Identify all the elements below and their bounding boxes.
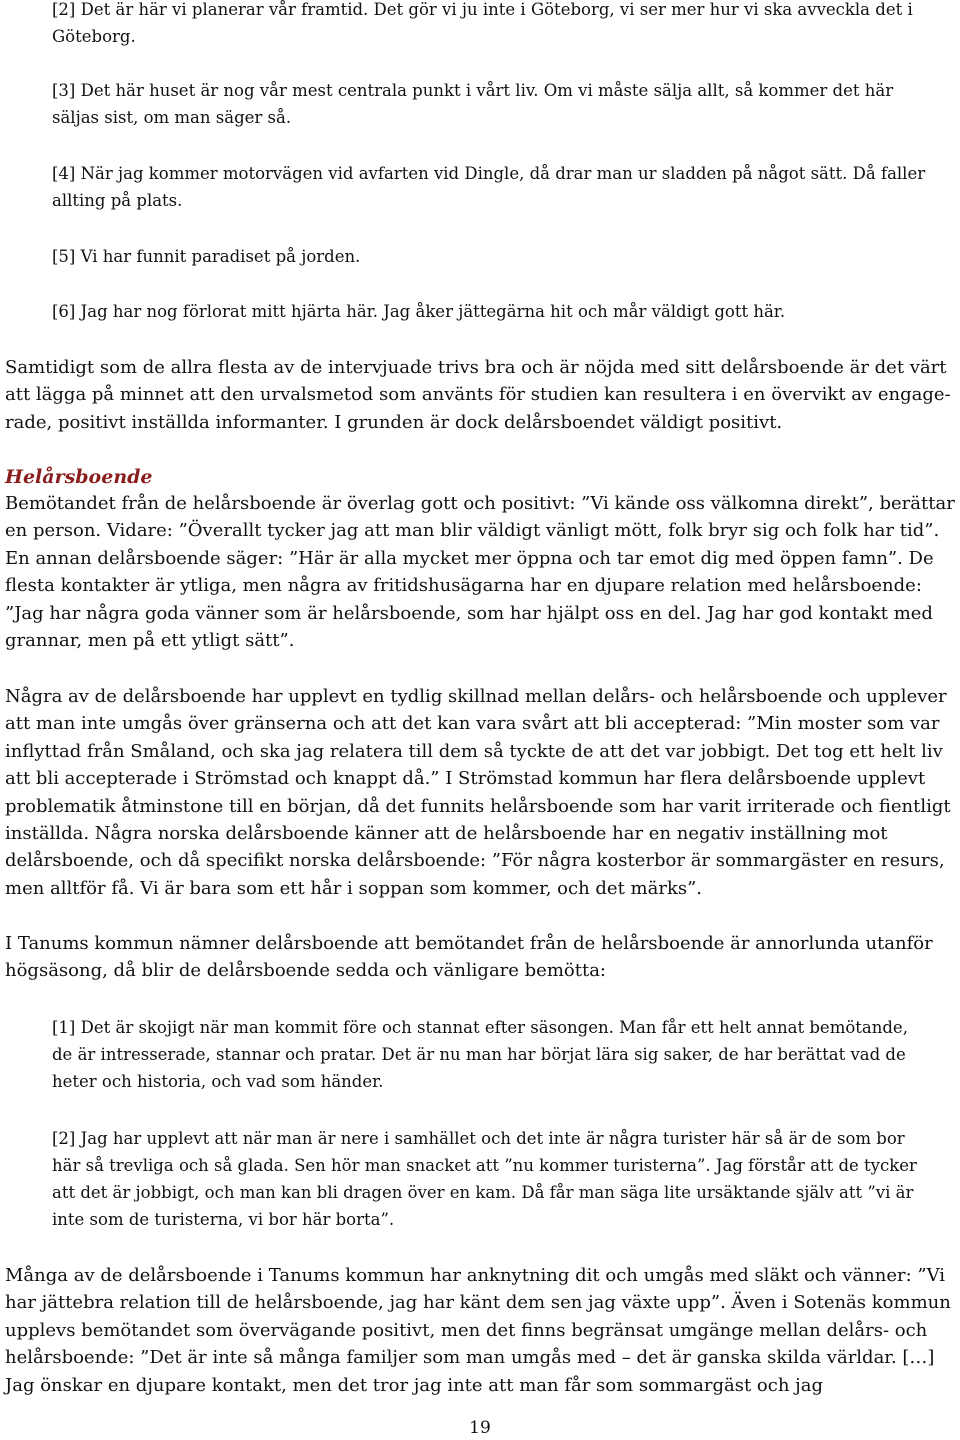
quote-bottom-1: [1] Det är skojigt när man kommit före och stannat efter säsongen. Man får ett helt annat bemötande, de är intresserade, stannar och pratar. Det är nu man har börjat lära sig saker, de har berättat vad de heter och historia, och vad som händer. [52, 1018, 908, 1091]
page-number: 19 [469, 1418, 491, 1438]
section-heading: Helårsboende [5, 466, 153, 488]
quote-top-2: [2] Det är här vi planerar vår framtid. Det gör vi ju inte i Göteborg, vi ser mer hur vi ska avveckla det i Göteborg. [52, 0, 913, 46]
paragraph-tanum: I Tanums kommun nämner delårsboende att bemötandet från de helårsboende är annorlunda utanför högsäsong, då blir de delårsboende sedda och vänligare bemötta: [5, 933, 933, 982]
paragraph-relations: Många av de delårsboende i Tanums kommun har anknytning dit och umgås med släkt och vänner: ”Vi har jättebra relation till de helårsboende, jag har känt dem sen jag växte upp”. Även i Sotenäs kommun upplevs bemötandet som övervägande positivt, men det finns begränsat umgänge mellan delårs- och helårsboende: ”Det är inte så många familjer som man umgås med – det är ganska skilda världar. […] Jag önskar en djupare kontakt, men det tror jag inte att man får som sommargäst och jag [5, 1265, 951, 1396]
quote-top-3: [3] Det här huset är nog vår mest centrala punkt i vårt liv. Om vi måste sälja allt, så kommer det här säljas sist, om man säger så. [52, 81, 894, 127]
paragraph-differences: Några av de delårsboende har upplevt en tydlig skillnad mellan delårs- och helårsboende och upplever att man inte umgås över gränserna och att det kan vara svårt att bli accepterad: ”Min moster som var inflyttad från Småland, och ska jag relatera till dem så tyckte de att det var jobbigt. Det tog ett helt liv att bli accepterade i Strömstad och knappt då.” I Strömstad kommun har flera delårsboende upplevt problematik åtminstone till en början, då det funnits helårsboende som har varit irriterade och fientligt inställda. Några norska delårsboende känner att de helårsboende har en negativ inställning mot delårsboende, och då specifikt norska delårsboende: ”För några kosterbor är sommargäster en resurs, men alltför få. Vi är bara som ett hår i soppan som kommer, och det märks”. [5, 686, 951, 899]
paragraph-reception: Bemötandet från de helårsboende är överlag gott och positivt: ”Vi kände oss välkomna direkt”, berättar en person. Vidare: ”Överallt tycker jag att man blir väldigt vänligt mött, folk bryr sig och folk har tid”. En annan delårsboende säger: ”Här är alla mycket mer öppna och tar emot dig med öppen famn”. De flesta kontakter är ytliga, men några av fritidshusägarna har en djupare relation med helårsboende: ”Jag har några goda vänner som är helårsboende, som har hjälpt oss en del. Jag har god kontakt med grannar, men på ett ytligt sätt”. [5, 493, 955, 652]
quote-top-6: [6] Jag har nog förlorat mitt hjärta här. Jag åker jättegärna hit och mår väldigt gott här. [52, 302, 786, 321]
quote-bottom-2: [2] Jag har upplevt att när man är nere i samhället och det inte är några turister här så är de som bor här så trevliga och så glada. Sen hör man snacket att ”nu kommer turisterna”. Jag förstår att de tycker att det är jobbigt, och man kan bli dragen över en kam. Då får man säga lite ursäktande själv att ”vi är inte som de turisterna, vi bor här borta”. [52, 1129, 917, 1229]
quote-top-5: [5] Vi har funnit paradiset på jorden. [52, 247, 361, 266]
quote-top-4: [4] När jag kommer motorvägen vid avfarten vid Dingle, då drar man ur sladden på något sätt. Då faller allting på plats. [52, 164, 926, 210]
paragraph-survey-note: Samtidigt som de allra flesta av de intervjuade trivs bra och är nöjda med sitt delårsboende är det värt att lägga på minnet att den urvalsmetod som använts för studien kan resultera i en övervikt av engage-rade, positivt inställda informanter. I grunden är dock delårsboendet väldigt positivt. [5, 357, 951, 433]
